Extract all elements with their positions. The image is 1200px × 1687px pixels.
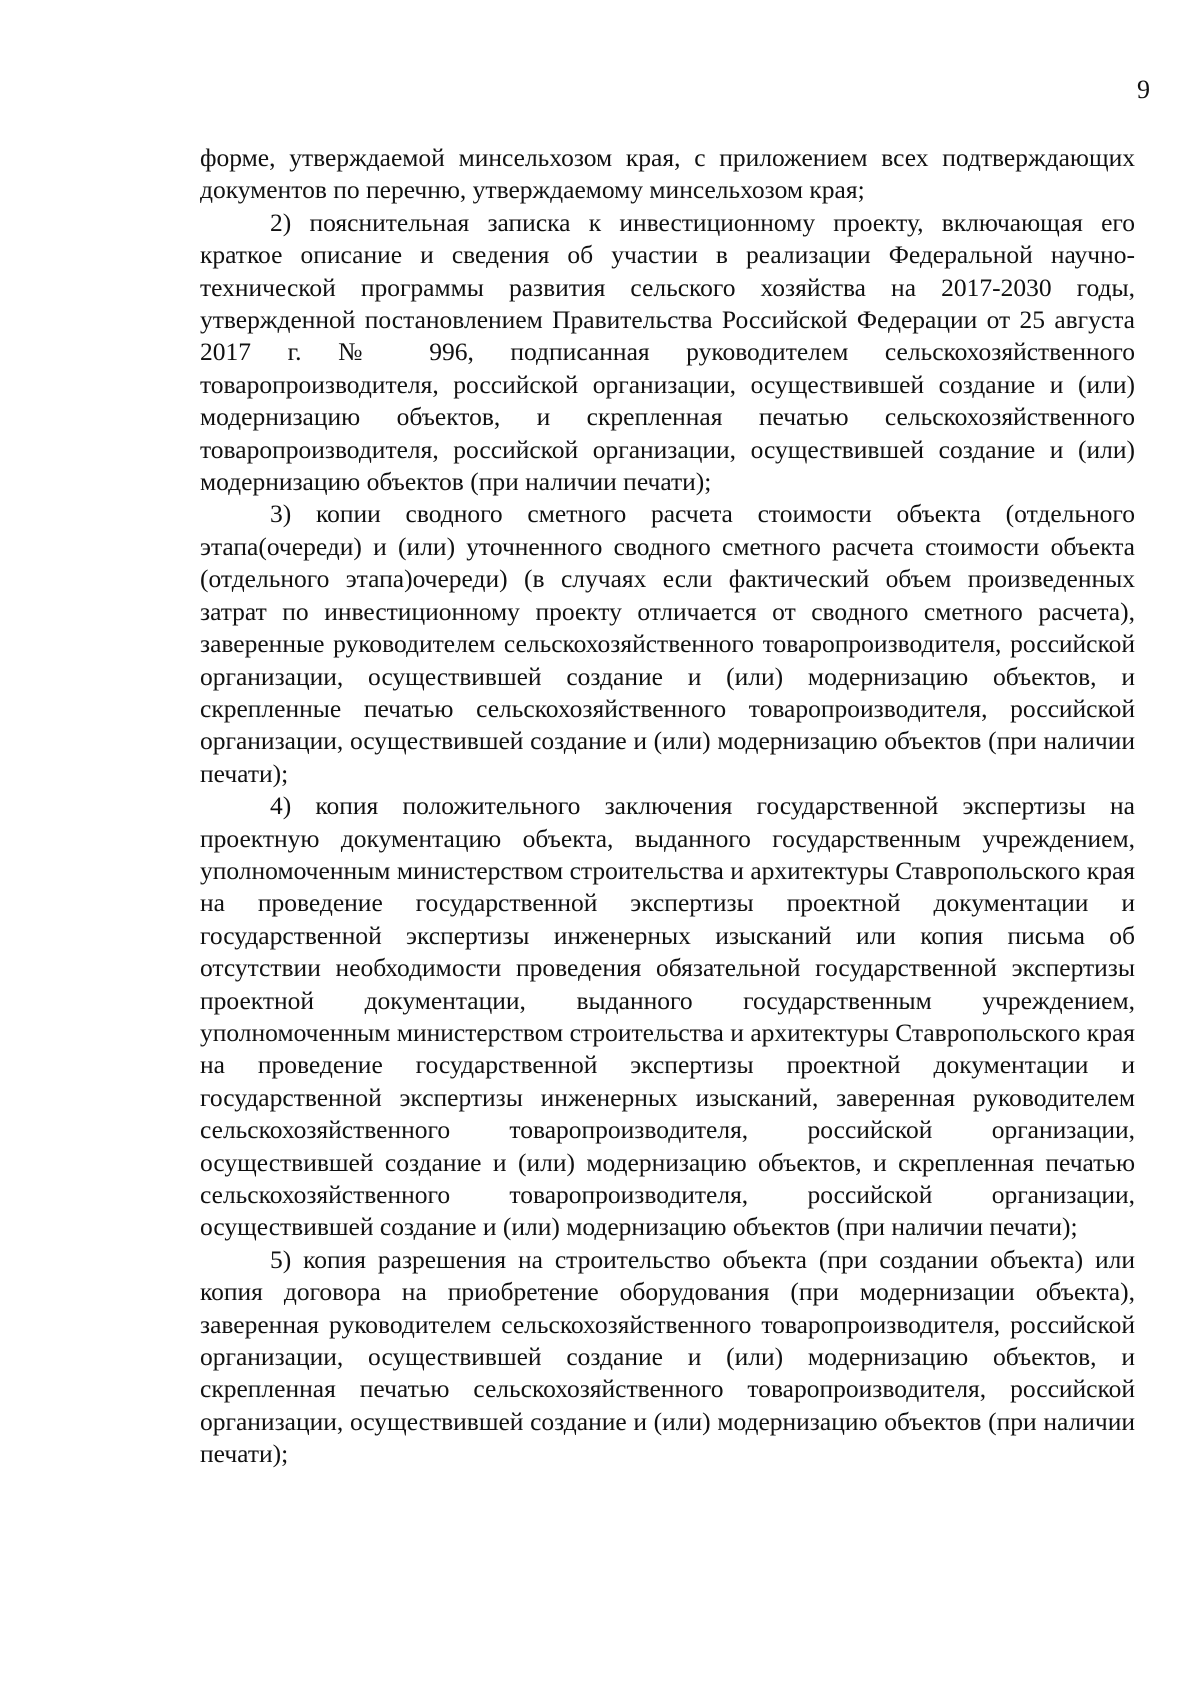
paragraph-item-2: 2) пояснительная записка к инвестиционному проекту, включающая его краткое описание и сведения об участии в реализации Федеральной научно-технической программы развития сельского хозяйства на 2017-2030 годы, утвержденной постановлением Правительства Российской Федерации от 25 августа 2017 г. № 996, подписанная руководителем сельскохозяйственного товаропроизводителя, российской организации, осуществившей создание и (или) модернизацию объектов, и скрепленная печатью сельскохозяйственного товаропроизводителя, российской организации, осуществившей создание и (или) модернизацию объектов (при наличии печати);	[200, 207, 1135, 497]
paragraph-item-3: 3) копии сводного сметного расчета стоимости объекта (отдельного этапа(очереди) и (или) уточненного сводного сметного расчета стоимости объекта (отдельного этапа)очереди) (в случаях если фактический объем произведенных затрат по инвестиционному проекту отличается от сводного сметного расчета), заверенные руководителем сельскохозяйственного товаропроизводителя, российской организации, осуществившей создание и (или) модернизацию объектов, и скрепленные печатью сельскохозяйственного товаропроизводителя, российской организации, осуществившей создание и (или) модернизацию объектов (при наличии печати);	[200, 499, 1135, 788]
document-body	[200, 142, 1135, 1471]
paragraph-continuation: форме, утверждаемой минсельхозом края, с приложением всех подтверждающих документов по перечню, утверждаемому минсельхозом края;	[200, 143, 1135, 205]
page-number: 9	[1137, 75, 1150, 104]
paragraph-item-4: 4) копия положительного заключения государственной экспертизы на проектную документацию объекта, выданного государственным учреждением, уполномоченным министерством строительства и архитектуры Ставропольского края на проведение государственной экспертизы проектной документации и государственной экспертизы инженерных изысканий или копия письма об отсутствии необходимости проведения обязательной государственной экспертизы проектной документации, выданного государственным учреждением, уполномоченным министерством строительства и архитектуры Ставропольского края на проведение государственной экспертизы проектной документации и государственной экспертизы инженерных изысканий, заверенная руководителем сельскохозяйственного товаропроизводителя, российской организации, осуществившей создание и (или) модернизацию объектов, и скрепленная печатью сельскохозяйственного товаропроизводителя, российской организации, осуществившей создание и (или) модернизацию объектов (при наличии печати);	[200, 791, 1135, 1242]
paragraph-item-5: 5) копия разрешения на строительство объекта (при создании объекта) или копия договора на приобретение оборудования (при модернизации объекта), заверенная руководителем сельскохозяйственного товаропроизводителя, российской организации, осуществившей создание и (или) модернизацию объектов, и скрепленная печатью сельскохозяйственного товаропроизводителя, российской организации, осуществившей создание и (или) модернизацию объектов (при наличии печати);	[200, 1244, 1135, 1469]
